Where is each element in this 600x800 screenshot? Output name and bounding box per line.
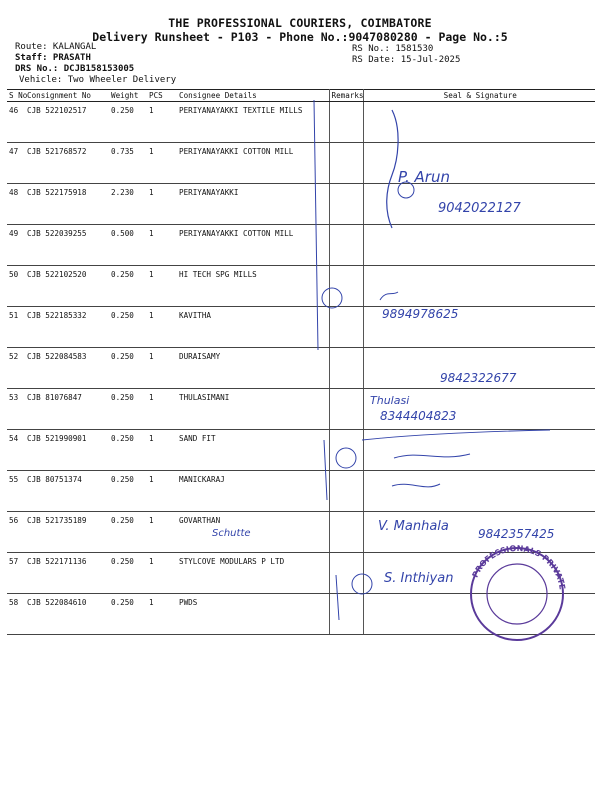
cell-sno: 46 xyxy=(7,102,25,143)
cell-remarks xyxy=(329,471,363,512)
table-row xyxy=(7,389,595,430)
cell-seal-signature xyxy=(363,266,595,307)
cell-remarks xyxy=(329,102,363,143)
col-seal-signature: Seal & Signature xyxy=(363,90,595,102)
route: Route: KALANGAL xyxy=(15,42,97,52)
company-title: THE PROFESSIONAL COURIERS, COIMBATORE xyxy=(168,16,432,30)
note-56: Schutte xyxy=(212,528,251,539)
cell-seal-signature xyxy=(363,512,595,553)
cell-pcs: 1 xyxy=(147,184,177,225)
cell-pcs: 1 xyxy=(147,266,177,307)
cell-consignee: KAVITHA xyxy=(177,307,329,348)
cell-pcs: 1 xyxy=(147,143,177,184)
signature-52-phone: 9842322677 xyxy=(440,371,517,385)
cell-wt: 0.250 xyxy=(109,307,147,348)
cell-consignee: PERIYANAYAKKI xyxy=(177,184,329,225)
cell-consignee: GOVARTHAN xyxy=(177,512,329,553)
cell-pcs: 1 xyxy=(147,594,177,635)
cell-sno: 55 xyxy=(7,471,25,512)
cell-sno: 51 xyxy=(7,307,25,348)
cell-pcs: 1 xyxy=(147,430,177,471)
cell-seal-signature xyxy=(363,184,595,225)
drs-number: DRS No.: DCJB158153005 xyxy=(15,64,135,74)
cell-remarks xyxy=(329,430,363,471)
cell-sno: 52 xyxy=(7,348,25,389)
cell-cn: CJB 522102520 xyxy=(25,266,109,307)
cell-wt: 0.250 xyxy=(109,512,147,553)
table-row xyxy=(7,594,595,635)
cell-pcs: 1 xyxy=(147,307,177,348)
cell-consignee: HI TECH SPG MILLS xyxy=(177,266,329,307)
runsheet-table xyxy=(7,89,595,635)
table-row xyxy=(7,184,595,225)
cell-cn: CJB 80751374 xyxy=(25,471,109,512)
cell-cn: CJB 522084583 xyxy=(25,348,109,389)
cell-sno: 47 xyxy=(7,143,25,184)
col-weight: Weight xyxy=(109,90,147,102)
cell-wt: 2.230 xyxy=(109,184,147,225)
cell-remarks xyxy=(329,512,363,553)
signature-53-name: Thulasi xyxy=(370,394,410,407)
signature-58-name: S. Inthiyan xyxy=(384,571,454,586)
cell-remarks xyxy=(329,266,363,307)
cell-remarks xyxy=(329,348,363,389)
cell-cn: CJB 522039255 xyxy=(25,225,109,266)
table-row xyxy=(7,102,595,143)
cell-sno: 57 xyxy=(7,553,25,594)
cell-pcs: 1 xyxy=(147,225,177,266)
cell-consignee: DURAISAMY xyxy=(177,348,329,389)
cell-wt: 0.250 xyxy=(109,594,147,635)
cell-cn: CJB 521768572 xyxy=(25,143,109,184)
table-row xyxy=(7,348,595,389)
cell-pcs: 1 xyxy=(147,102,177,143)
cell-cn: CJB 522171136 xyxy=(25,553,109,594)
cell-seal-signature xyxy=(363,307,595,348)
cell-cn: CJB 522185332 xyxy=(25,307,109,348)
cell-seal-signature xyxy=(363,553,595,594)
cell-wt: 0.250 xyxy=(109,266,147,307)
table-row xyxy=(7,266,595,307)
cell-wt: 0.250 xyxy=(109,471,147,512)
cell-sno: 48 xyxy=(7,184,25,225)
cell-pcs: 1 xyxy=(147,389,177,430)
col-consignee: Consignee Details xyxy=(177,90,329,102)
cell-wt: 0.250 xyxy=(109,553,147,594)
cell-sno: 58 xyxy=(7,594,25,635)
cell-remarks xyxy=(329,553,363,594)
cell-sno: 56 xyxy=(7,512,25,553)
cell-remarks xyxy=(329,389,363,430)
signature-48-name: P. Arun xyxy=(398,168,450,186)
table-header-row xyxy=(7,90,595,102)
cell-seal-signature xyxy=(363,348,595,389)
cell-consignee: MANICKARAJ xyxy=(177,471,329,512)
signature-53-phone: 8344404823 xyxy=(380,409,457,423)
staff: Staff: PRASATH xyxy=(15,53,91,63)
col-consignment: Consignment No xyxy=(25,90,109,102)
table-row xyxy=(7,512,595,553)
table-row xyxy=(7,143,595,184)
cell-wt: 0.250 xyxy=(109,430,147,471)
cell-consignee: PERIYANAYAKKI COTTON MILL xyxy=(177,225,329,266)
cell-wt: 0.250 xyxy=(109,389,147,430)
cell-consignee: SAND FIT xyxy=(177,430,329,471)
cell-wt: 0.250 xyxy=(109,348,147,389)
cell-consignee: THULASIMANI xyxy=(177,389,329,430)
cell-seal-signature xyxy=(363,143,595,184)
cell-remarks xyxy=(329,184,363,225)
signature-56-name: V. Manhala xyxy=(378,519,449,534)
cell-sno: 50 xyxy=(7,266,25,307)
cell-sno: 49 xyxy=(7,225,25,266)
rs-date: RS Date: 15-Jul-2025 xyxy=(352,55,461,65)
col-sno: S No xyxy=(9,91,28,100)
cell-cn: CJB 522175918 xyxy=(25,184,109,225)
signature-56-phone: 9842357425 xyxy=(478,527,555,541)
cell-wt: 0.250 xyxy=(109,102,147,143)
rs-number: RS No.: 1581530 xyxy=(352,44,434,54)
signature-51-phone: 9894978625 xyxy=(382,307,459,321)
cell-wt: 0.500 xyxy=(109,225,147,266)
vehicle: Vehicle: Two Wheeler Delivery xyxy=(19,75,177,85)
cell-cn: CJB 522102517 xyxy=(25,102,109,143)
cell-sno: 54 xyxy=(7,430,25,471)
cell-cn: CJB 522084610 xyxy=(25,594,109,635)
cell-remarks xyxy=(329,594,363,635)
cell-consignee: PERIYANAYAKKI COTTON MILL xyxy=(177,143,329,184)
signature-48-phone: 9042022127 xyxy=(438,201,521,216)
cell-pcs: 1 xyxy=(147,512,177,553)
cell-seal-signature xyxy=(363,225,595,266)
cell-seal-signature xyxy=(363,594,595,635)
cell-cn: CJB 521990901 xyxy=(25,430,109,471)
table-row xyxy=(7,553,595,594)
cell-cn: CJB 81076847 xyxy=(25,389,109,430)
col-remarks: Remarks xyxy=(329,90,363,102)
cell-pcs: 1 xyxy=(147,553,177,594)
cell-cn: CJB 521735189 xyxy=(25,512,109,553)
table-row xyxy=(7,430,595,471)
cell-seal-signature xyxy=(363,471,595,512)
table-row xyxy=(7,307,595,348)
cell-consignee: PWDS xyxy=(177,594,329,635)
cell-pcs: 1 xyxy=(147,348,177,389)
cell-remarks xyxy=(329,225,363,266)
cell-remarks xyxy=(329,143,363,184)
cell-seal-signature xyxy=(363,430,595,471)
cell-sno: 53 xyxy=(7,389,25,430)
cell-consignee: STYLCOVE MODULARS P LTD xyxy=(177,553,329,594)
cell-wt: 0.735 xyxy=(109,143,147,184)
table-row xyxy=(7,225,595,266)
table-row xyxy=(7,471,595,512)
cell-seal-signature xyxy=(363,389,595,430)
cell-remarks xyxy=(329,307,363,348)
cell-consignee: PERIYANAYAKKI TEXTILE MILLS xyxy=(177,102,329,143)
cell-pcs: 1 xyxy=(147,471,177,512)
runsheet-title: Delivery Runsheet - P103 - Phone No.:9047080280 - Page No.:5 xyxy=(92,30,508,44)
cell-seal-signature xyxy=(363,102,595,143)
company-stamp-text: PROFESSIONALS PRIVATE xyxy=(470,543,567,591)
col-pcs: PCS xyxy=(147,90,177,102)
